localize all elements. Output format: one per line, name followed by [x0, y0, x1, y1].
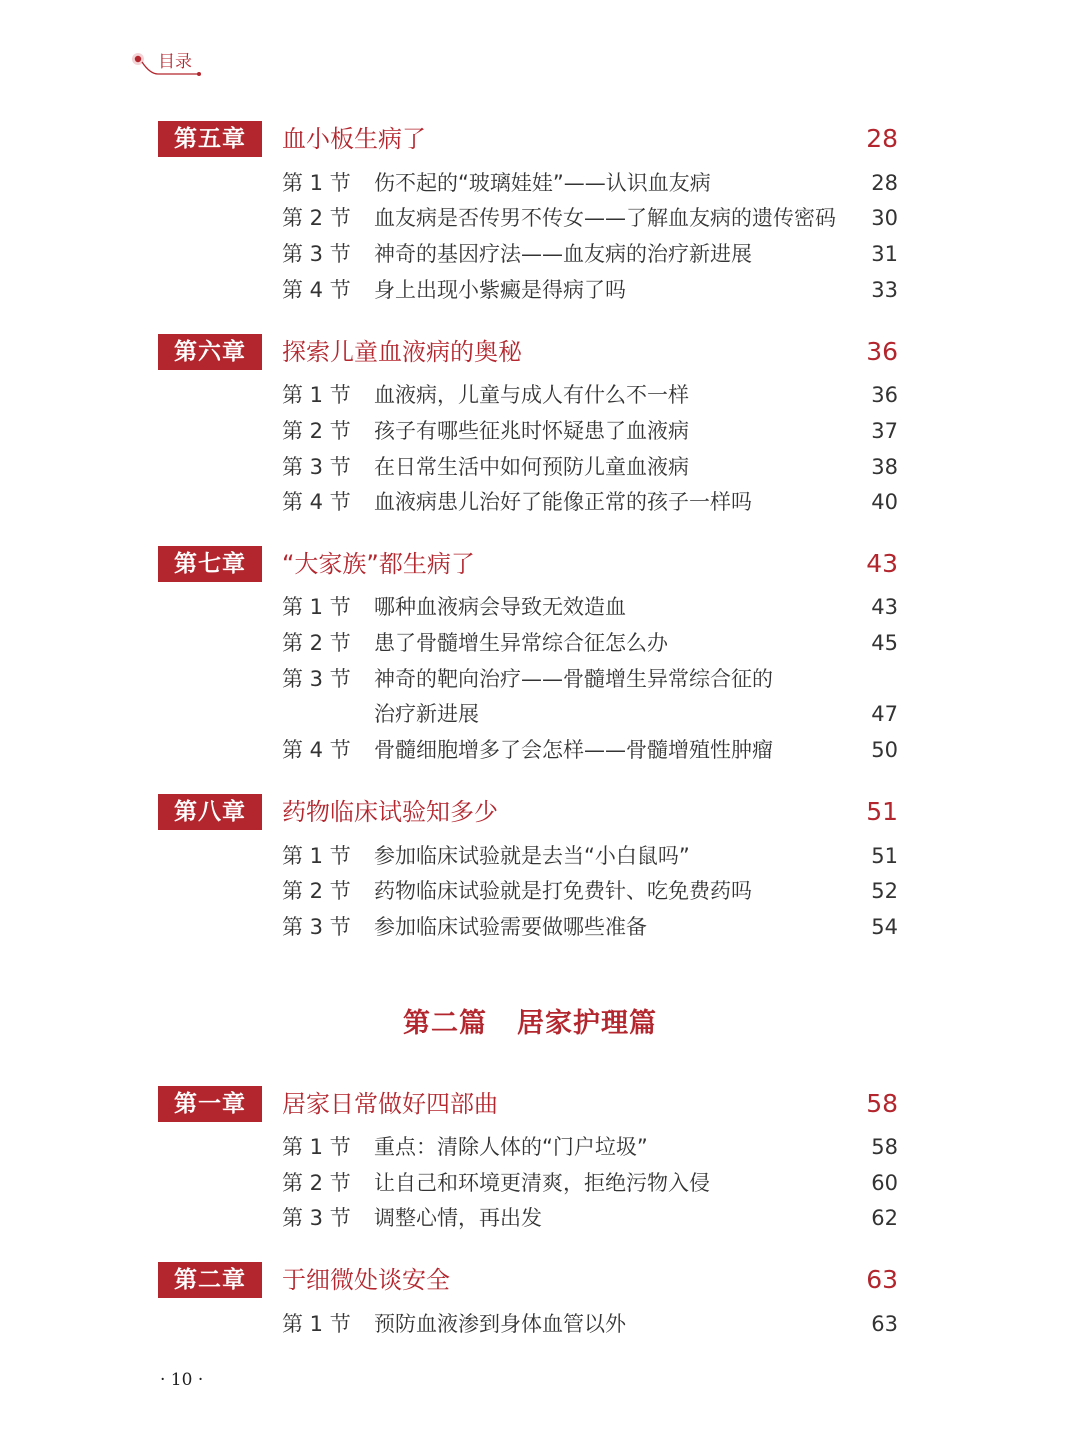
section-label: 第 4 节 — [282, 738, 351, 762]
section-row[interactable] — [282, 733, 898, 767]
section-page: 58 — [871, 1135, 898, 1159]
section-page: 43 — [871, 595, 898, 619]
section-title: 血液病，儿童与成人有什么不一样 — [374, 383, 689, 407]
chapter-badge: 第五章 — [158, 121, 262, 157]
section-row-continued[interactable] — [282, 697, 898, 731]
section-row[interactable] — [282, 166, 898, 200]
section-row[interactable] — [282, 662, 898, 696]
section-title: 药物临床试验就是打免费针、吃免费药吗 — [374, 879, 752, 903]
chapter-page: 63 — [866, 1265, 898, 1294]
section-row[interactable] — [282, 273, 898, 307]
section-title: 神奇的靶向治疗——骨髓增生异常综合征的 — [374, 667, 773, 691]
toc-header — [128, 48, 208, 84]
section-label: 第 1 节 — [282, 171, 351, 195]
section-title: 血液病患儿治好了能像正常的孩子一样吗 — [374, 490, 752, 514]
chapter-page: 36 — [866, 337, 898, 366]
section-row[interactable] — [282, 590, 898, 624]
section-page: 36 — [871, 383, 898, 407]
section-title: 血友病是否传男不传女——了解血友病的遗传密码 — [374, 206, 836, 230]
section-label: 第 3 节 — [282, 667, 351, 691]
section-page: 52 — [871, 879, 898, 903]
section-title: 让自己和环境更清爽，拒绝污物入侵 — [374, 1171, 710, 1195]
chapter-badge: 第八章 — [158, 794, 262, 830]
part-number: 第二篇 — [403, 1008, 487, 1039]
section-title: 参加临床试验就是去当“小白鼠吗” — [374, 844, 690, 868]
chapter-row[interactable] — [158, 334, 898, 370]
page-number: · 10 · — [160, 1370, 204, 1390]
chapter-title: 于细微处谈安全 — [282, 1266, 450, 1294]
section-row[interactable] — [282, 237, 898, 271]
section-row[interactable] — [282, 450, 898, 484]
section-title: 神奇的基因疗法——血友病的治疗新进展 — [374, 242, 752, 266]
chapter-badge: 第六章 — [158, 334, 262, 370]
chapter-page: 43 — [866, 549, 898, 578]
section-label: 第 2 节 — [282, 631, 351, 655]
section-title: 伤不起的“玻璃娃娃”——认识血友病 — [374, 171, 711, 195]
section-title: 孩子有哪些征兆时怀疑患了血液病 — [374, 419, 689, 443]
chapter-row[interactable] — [158, 1262, 898, 1298]
section-page: 50 — [871, 738, 898, 762]
section-title: 预防血液渗到身体血管以外 — [374, 1312, 626, 1336]
section-label: 第 1 节 — [282, 383, 351, 407]
chapter-title: 血小板生病了 — [282, 125, 426, 153]
section-row[interactable] — [282, 1307, 898, 1341]
chapter-page: 28 — [866, 124, 898, 153]
section-row[interactable] — [282, 414, 898, 448]
part-title — [0, 1004, 1060, 1044]
section-label: 第 3 节 — [282, 455, 351, 479]
section-title: 参加临床试验需要做哪些准备 — [374, 915, 647, 939]
section-page: 33 — [871, 278, 898, 302]
chapter-title: 居家日常做好四部曲 — [282, 1090, 498, 1118]
section-label: 第 1 节 — [282, 844, 351, 868]
section-row[interactable] — [282, 910, 898, 944]
section-label: 第 3 节 — [282, 1206, 351, 1230]
section-label: 第 1 节 — [282, 1312, 351, 1336]
section-title: 身上出现小紫癜是得病了吗 — [374, 278, 626, 302]
chapter-badge: 第一章 — [158, 1086, 262, 1122]
section-label: 第 2 节 — [282, 1171, 351, 1195]
chapter-title: 药物临床试验知多少 — [282, 798, 498, 826]
section-label: 第 2 节 — [282, 206, 351, 230]
section-label: 第 3 节 — [282, 915, 351, 939]
section-row[interactable] — [282, 485, 898, 519]
section-title: 在日常生活中如何预防儿童血液病 — [374, 455, 689, 479]
header-label: 目录 — [158, 52, 192, 72]
section-page: 37 — [871, 419, 898, 443]
chapter-row[interactable] — [158, 546, 898, 582]
section-page: 28 — [871, 171, 898, 195]
chapter-badge: 第七章 — [158, 546, 262, 582]
chapter-title: 探索儿童血液病的奥秘 — [282, 338, 522, 366]
section-row[interactable] — [282, 874, 898, 908]
chapter-badge: 第二章 — [158, 1262, 262, 1298]
section-row[interactable] — [282, 1201, 898, 1235]
section-label: 第 4 节 — [282, 278, 351, 302]
section-page: 63 — [871, 1312, 898, 1336]
section-page: 51 — [871, 844, 898, 868]
part-name: 居家护理篇 — [517, 1008, 657, 1039]
section-row[interactable] — [282, 1166, 898, 1200]
section-label: 第 4 节 — [282, 490, 351, 514]
section-title: 患了骨髓增生异常综合征怎么办 — [374, 631, 668, 655]
section-title: 骨髓细胞增多了会怎样——骨髓增殖性肿瘤 — [374, 738, 773, 762]
section-title: 重点：清除人体的“门户垃圾” — [374, 1135, 648, 1159]
section-title: 治疗新进展 — [374, 702, 479, 726]
chapter-row[interactable] — [158, 794, 898, 830]
section-page: 62 — [871, 1206, 898, 1230]
section-page: 54 — [871, 915, 898, 939]
section-row[interactable] — [282, 626, 898, 660]
section-row[interactable] — [282, 1130, 898, 1164]
chapter-title: “大家族”都生病了 — [282, 550, 475, 578]
section-page: 40 — [871, 490, 898, 514]
chapter-page: 51 — [866, 797, 898, 826]
section-page: 47 — [871, 702, 898, 726]
section-title: 哪种血液病会导致无效造血 — [374, 595, 626, 619]
chapter-row[interactable] — [158, 121, 898, 157]
section-page: 38 — [871, 455, 898, 479]
section-label: 第 1 节 — [282, 1135, 351, 1159]
section-page: 60 — [871, 1171, 898, 1195]
section-title: 调整心情，再出发 — [374, 1206, 542, 1230]
section-row[interactable] — [282, 201, 898, 235]
section-page: 30 — [871, 206, 898, 230]
section-row[interactable] — [282, 378, 898, 412]
section-label: 第 2 节 — [282, 419, 351, 443]
section-page: 45 — [871, 631, 898, 655]
section-row[interactable] — [282, 839, 898, 873]
section-page: 31 — [871, 242, 898, 266]
section-label: 第 1 节 — [282, 595, 351, 619]
section-label: 第 3 节 — [282, 242, 351, 266]
section-label: 第 2 节 — [282, 879, 351, 903]
chapter-page: 58 — [866, 1089, 898, 1118]
chapter-row[interactable] — [158, 1086, 898, 1122]
